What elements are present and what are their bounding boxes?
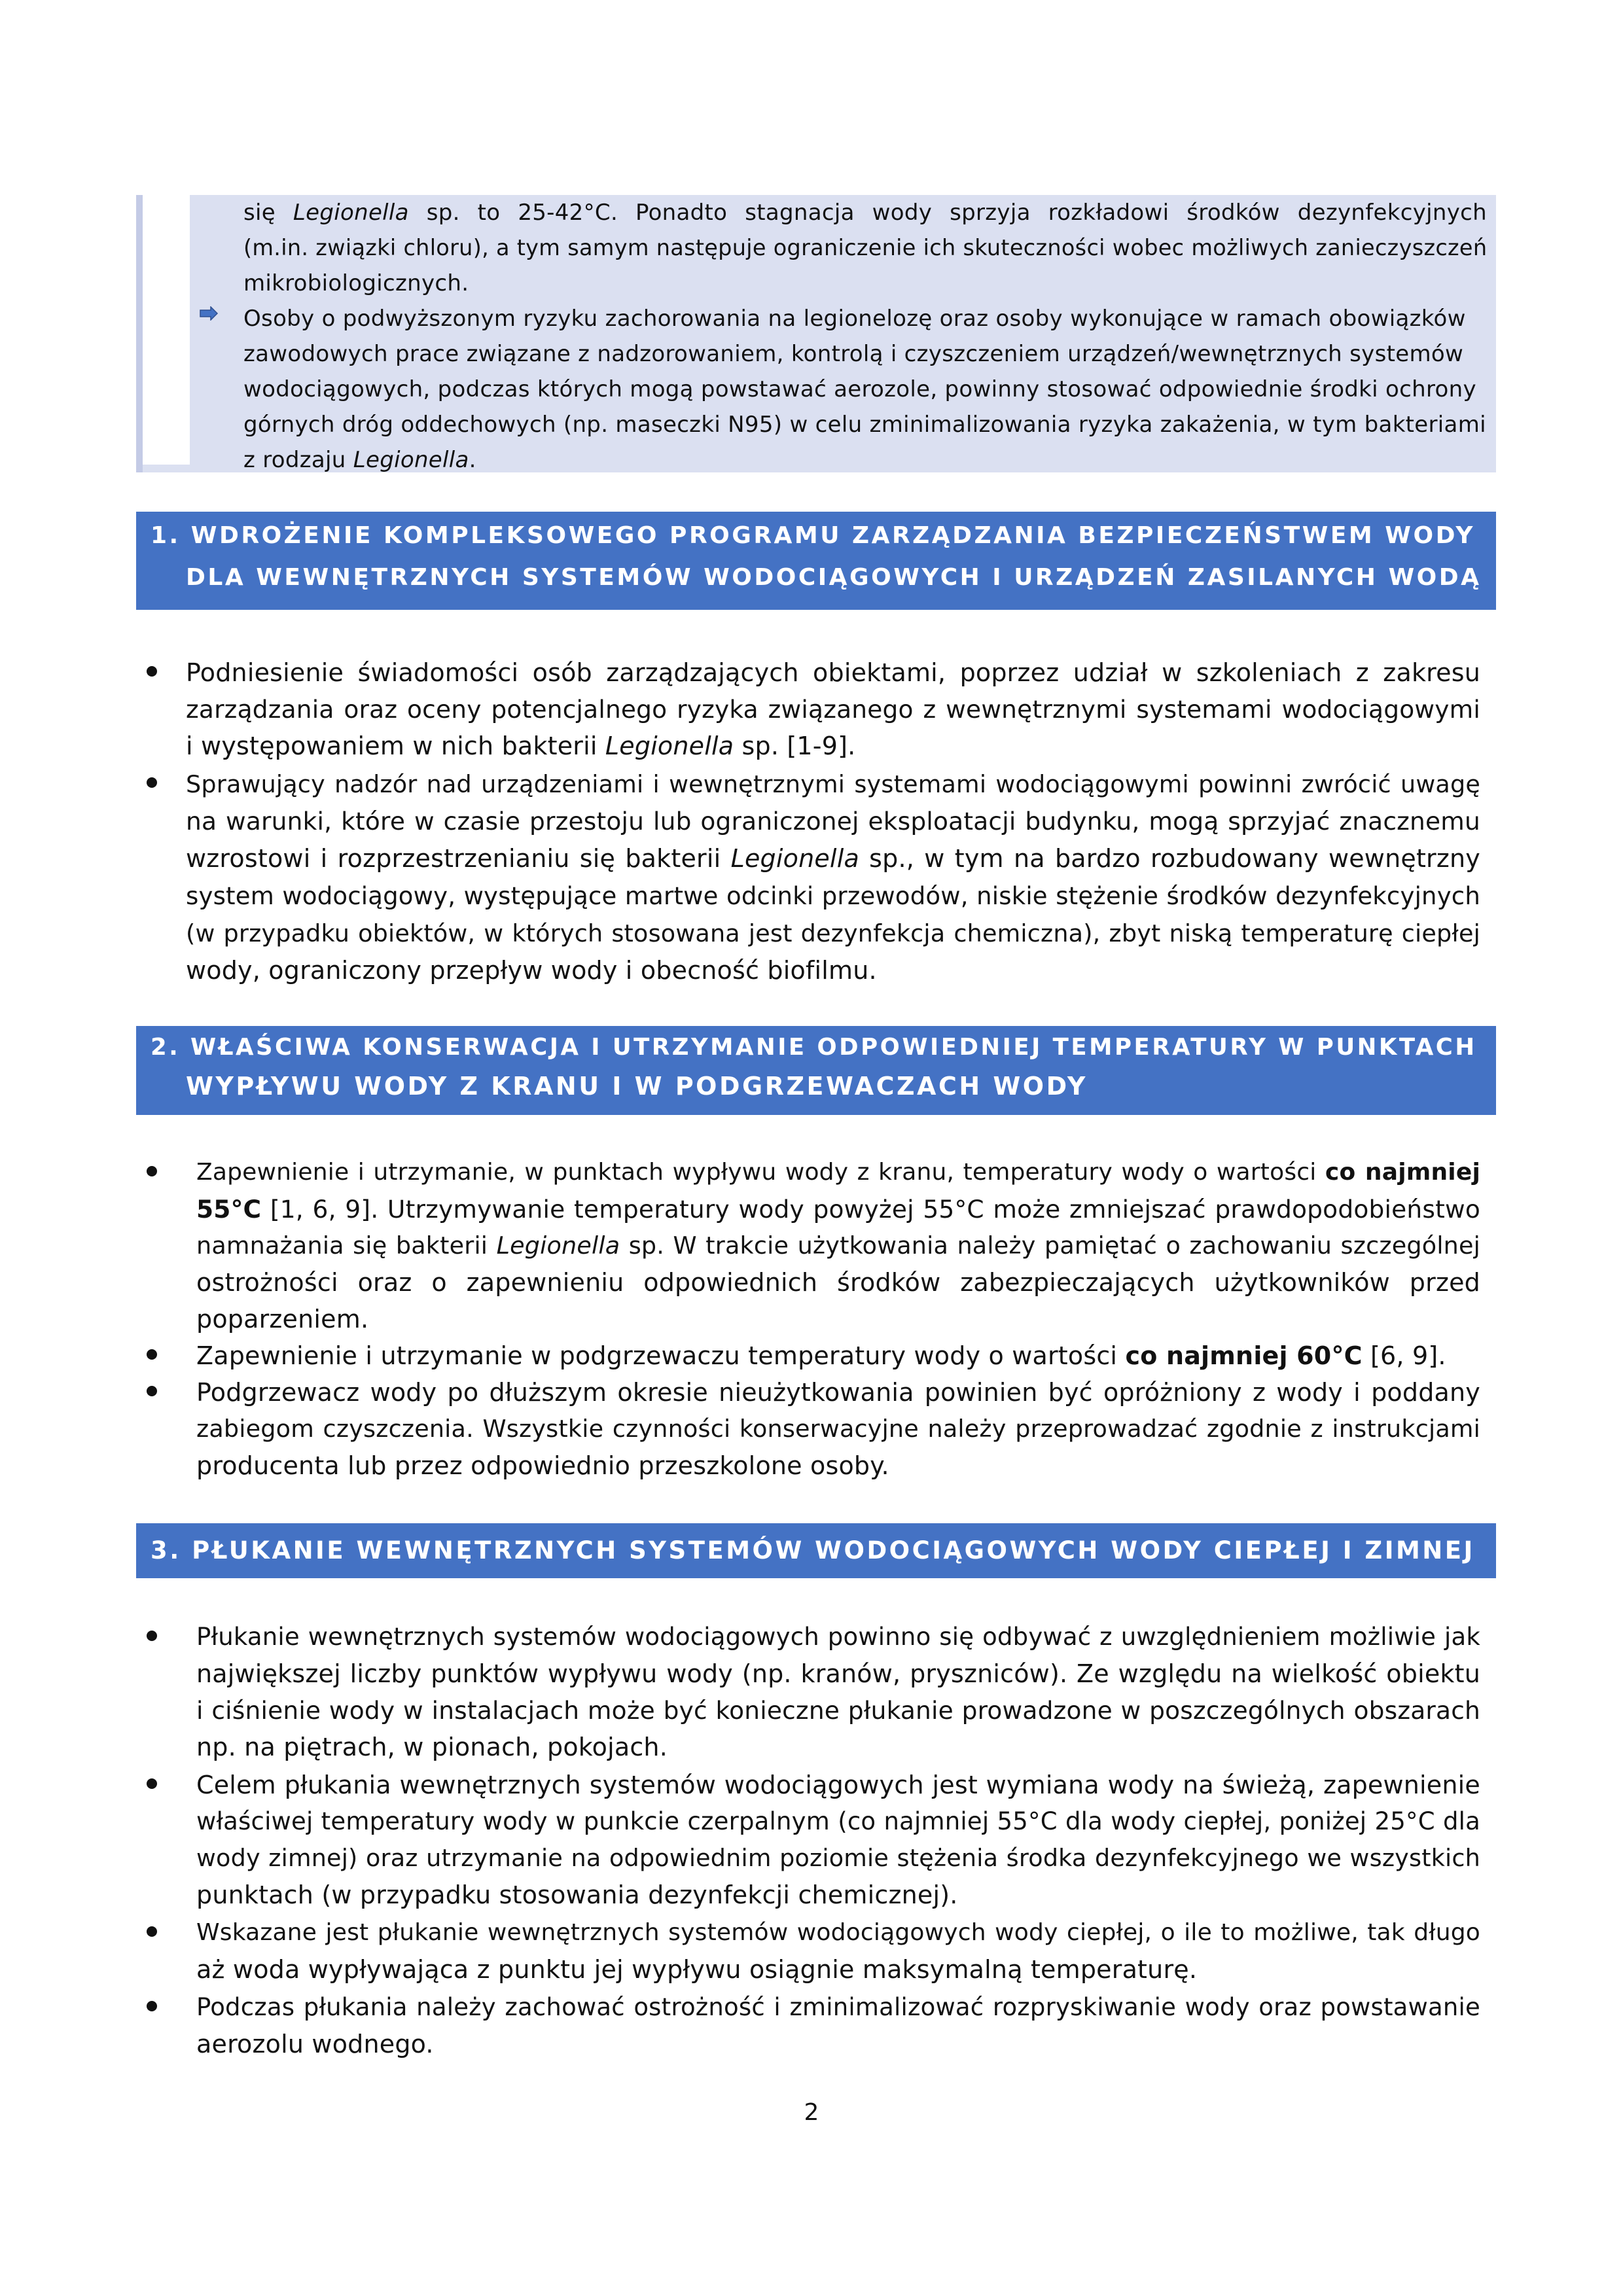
text-line: aż woda wypływająca z punktu jej wypływu osiągnie maksymalną temperaturę. (196, 1955, 1198, 1984)
note-box-gutter (143, 195, 190, 465)
text-line (186, 840, 1480, 877)
note-line: zawodowych prace związane z nadzorowaniem, kontrolą i czyszczeniem urządzeń/wewnętrznych systemów (243, 341, 1464, 367)
text-line: największej liczby punktów wypływu wody (np. kranów, pryszniców). Ze względu na wielkość obiektu (196, 1659, 1480, 1688)
bold-text: 55°C (196, 1195, 262, 1224)
text-span: i występowaniem w nich bakterii (186, 732, 605, 760)
bullet-icon (147, 1778, 157, 1789)
text-line: punktach (w przypadku stosowania dezynfekcji chemicznej). (196, 1881, 958, 1909)
section-heading-line: 1. WDROŻENIE KOMPLEKSOWEGO PROGRAMU ZARZĄDZANIA BEZPIECZEŃSTWEM WODY (151, 522, 1475, 549)
list-item-text (196, 1374, 1480, 1484)
note-line: Osoby o podwyższonym ryzyku zachorowania na legionelozę oraz osoby wykonujące w ramach obowiązków (243, 306, 1466, 332)
bullet-icon (147, 1631, 157, 1641)
bullet-icon (147, 1386, 157, 1396)
page-number: 2 (804, 2099, 819, 2126)
text-span: namnażania się bakterii (196, 1231, 497, 1260)
note-line: górnych dróg oddechowych (np. maseczki N95) w celu zminimalizowania ryzyka zakażenia, w tym bakteriami (243, 412, 1486, 438)
text-line: Sprawujący nadzór nad urządzeniami i wewnętrznymi systemami wodociągowymi powinni zwrócić uwagę (186, 770, 1480, 798)
text-line: Podgrzewacz wody po dłuższym okresie nieużytkowania powinien być opróżniony z wody i poddany (196, 1378, 1480, 1407)
italic-text: Legionella (730, 844, 859, 873)
text-line (196, 1154, 1480, 1191)
text-line: wody, ograniczony przepływ wody i obecność biofilmu. (186, 956, 877, 985)
note-italic: Legionella (293, 200, 409, 226)
bullet-icon (147, 2001, 157, 2011)
text-line: system wodociągowy, występujące martwe odcinki przewodów, niskie stężenie środków dezynfekcyjnych (186, 882, 1480, 910)
list-item-text (196, 1989, 1480, 2062)
text-line: wody zimnej) oraz utrzymanie na odpowiednim poziomie stężenia środka dezynfekcyjnego we wszystkich (196, 1844, 1480, 1872)
text-span: sp., w tym na bardzo rozbudowany wewnętrzny (859, 844, 1480, 873)
list-item-text (196, 1619, 1480, 1765)
list-item-text (196, 1767, 1480, 1913)
text-line: np. na piętrach, w pionach, pokojach. (196, 1733, 668, 1761)
section-heading-line: DLA WEWNĘTRZNYCH SYSTEMÓW WODOCIĄGOWYCH I URZĄDZEŃ ZASILANYCH WODĄ (186, 564, 1482, 591)
text-line: na warunki, które w czasie przestoju lub ograniczonej eksploatacji budynku, mogą sprzyjać znacznemu (186, 807, 1480, 836)
note-box-strip (136, 195, 143, 472)
text-line: zarządzania oraz oceny potencjalnego ryzyka związanego z wewnętrznymi systemami wodociągowymi (186, 695, 1480, 724)
list-item-text (196, 1337, 1480, 1374)
section-heading-1 (136, 512, 1496, 610)
bullet-icon (147, 1349, 157, 1360)
text-line: aerozolu wodnego. (196, 2030, 434, 2058)
note-line (243, 195, 1487, 230)
text-line: Płukanie wewnętrznych systemów wodociągowych powinno się odbywać z uwzględnieniem możliwie jak (196, 1623, 1480, 1651)
list-item-text (196, 1154, 1480, 1337)
text-span: sp. W trakcie użytkowania należy pamiętać o zachowaniu szczególnej (620, 1231, 1480, 1260)
text-span: sp. [1-9]. (734, 732, 856, 760)
bullet-icon (147, 777, 157, 788)
text-span: Zapewnienie i utrzymanie, w punktach wypływu wody z kranu, temperatury wody o wartości (196, 1159, 1325, 1186)
text-line: Celem płukania wewnętrznych systemów wodociągowych jest wymiana wody na świeżą, zapewnienie (196, 1771, 1480, 1799)
note-text-span: . (469, 447, 476, 473)
text-line: właściwej temperatury wody w punkcie czerpalnym (co najmniej 55°C dla wody ciepłej, poniżej 25°C dla (196, 1807, 1480, 1835)
list-item-text (196, 1915, 1480, 1988)
section-heading-3 (136, 1523, 1496, 1578)
text-line: Podczas płukania należy zachować ostrożność i zminimalizować rozpryskiwanie wody oraz powstawanie (196, 1993, 1480, 2021)
text-line: Wskazane jest płukanie wewnętrznych systemów wodociągowych wody ciepłej, o ile to możliwe, tak długo (196, 1919, 1480, 1946)
note-text (243, 195, 1487, 478)
list-item-text (186, 766, 1480, 989)
text-line (196, 1337, 1480, 1374)
bullet-icon (147, 666, 157, 677)
italic-text: Legionella (605, 732, 734, 760)
text-span: Zapewnienie i utrzymanie w podgrzewaczu temperatury wody o wartości (196, 1341, 1126, 1370)
text-line: zabiegom czyszczenia. Wszystkie czynności konserwacyjne należy przeprowadzać zgodnie z instrukcjami (196, 1415, 1480, 1443)
text-line: ostrożności oraz o zapewnieniu odpowiednich środków zabezpieczających użytkowników przed (196, 1268, 1480, 1297)
text-line (196, 1191, 1480, 1227)
bold-text: co najmniej 60°C (1125, 1341, 1363, 1370)
text-line (186, 728, 1480, 764)
section-heading-line: 3. PŁUKANIE WEWNĘTRZNYCH SYSTEMÓW WODOCIĄGOWYCH WODY CIEPŁEJ I ZIMNEJ (151, 1536, 1475, 1564)
text-line: poparzeniem. (196, 1305, 369, 1333)
bullet-icon (147, 1926, 157, 1937)
text-line (196, 1227, 1480, 1264)
note-line: (m.in. związki chloru), a tym samym następuje ograniczenie ich skuteczności wobec możliwych zanieczyszczeń (243, 235, 1488, 260)
note-text-span: się (243, 200, 293, 226)
note-text-span: sp. to 25-42°C. Ponadto stagnacja wody sprzyja rozkładowi środków dezynfekcyjnych (408, 200, 1487, 226)
note-line: mikrobiologicznych. (243, 270, 469, 296)
text-span: [6, 9]. (1362, 1341, 1446, 1370)
note-italic: Legionella (353, 447, 469, 473)
text-span: wzrostowi i rozprzestrzenianiu się bakterii (186, 844, 731, 873)
bold-text: co najmniej (1325, 1159, 1480, 1186)
italic-text: Legionella (496, 1231, 620, 1260)
arrow-right-icon (199, 306, 219, 321)
list-item-text (186, 654, 1480, 764)
text-span: [1, 6, 9]. Utrzymywanie temperatury wody powyżej 55°C może zmniejszać prawdopodobieństwo (261, 1195, 1480, 1224)
section-heading-2 (136, 1026, 1496, 1115)
note-line: wodociągowych, podczas których mogą powstawać aerozole, powinny stosować odpowiednie środki ochrony (243, 376, 1476, 402)
text-line: i ciśnienie wody w instalacjach może być konieczne płukanie prowadzone w poszczególnych obszarach (196, 1696, 1480, 1725)
note-text-span: z rodzaju (243, 447, 353, 473)
bullet-icon (147, 1166, 157, 1176)
text-line: Podniesienie świadomości osób zarządzających obiektami, poprzez udział w szkoleniach z zakresu (186, 658, 1480, 687)
text-line: (w przypadku obiektów, w których stosowana jest dezynfekcja chemiczna), zbyt niską temperaturę ciepłej (186, 919, 1480, 947)
section-heading-line: 2. WŁAŚCIWA KONSERWACJA I UTRZYMANIE ODPOWIEDNIEJ TEMPERATURY W PUNKTACH (151, 1034, 1477, 1061)
section-heading-line: WYPŁYWU WODY Z KRANU I W PODGRZEWACZACH WODY (186, 1072, 1088, 1101)
note-line (243, 442, 1487, 478)
text-line: producenta lub przez odpowiednio przeszkolone osoby. (196, 1451, 889, 1480)
